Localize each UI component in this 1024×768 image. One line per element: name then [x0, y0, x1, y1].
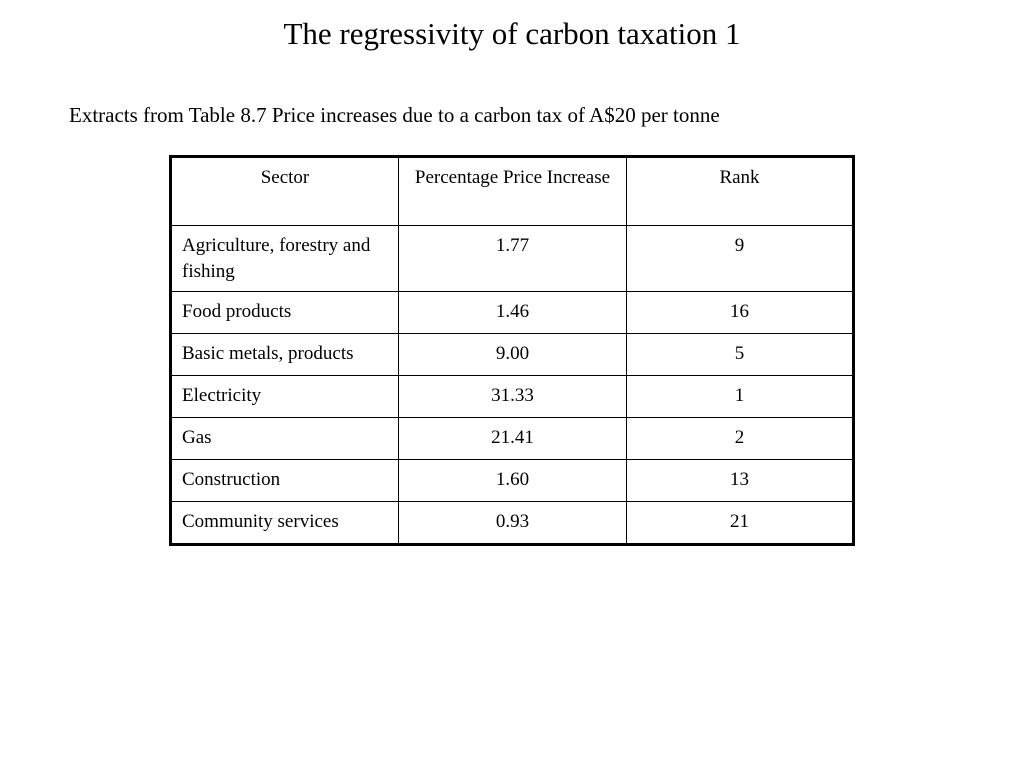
slide-title: The regressivity of carbon taxation 1	[283, 16, 741, 51]
sector-cell: Basic metals, products	[171, 334, 399, 376]
percentage-cell: 1.46	[399, 292, 627, 334]
percentage-cell: 0.93	[399, 502, 627, 545]
table-row	[171, 376, 854, 418]
percentage-cell: 21.41	[399, 418, 627, 460]
column-header-sector: Sector	[171, 157, 399, 226]
rank-cell: 5	[627, 334, 854, 376]
rank-cell: 9	[627, 226, 854, 292]
table-row	[171, 502, 854, 545]
sector-cell: Construction	[171, 460, 399, 502]
table-row	[171, 226, 854, 292]
price-increase-table	[169, 155, 855, 546]
rank-cell: 2	[627, 418, 854, 460]
table-caption: Extracts from Table 8.7 Price increases due to a carbon tax of A$20 per tonne	[69, 103, 720, 127]
table-row	[171, 334, 854, 376]
rank-cell: 21	[627, 502, 854, 545]
table-row	[171, 418, 854, 460]
rank-cell: 16	[627, 292, 854, 334]
rank-cell: 13	[627, 460, 854, 502]
table-row	[171, 292, 854, 334]
column-header-percentage-price-increase: Percentage Price Increase	[399, 157, 627, 226]
sector-cell: Community services	[171, 502, 399, 545]
percentage-cell: 1.77	[399, 226, 627, 292]
percentage-cell: 9.00	[399, 334, 627, 376]
sector-cell: Agriculture, forestry and fishing	[171, 226, 399, 292]
sector-cell: Food products	[171, 292, 399, 334]
percentage-cell: 31.33	[399, 376, 627, 418]
column-header-rank: Rank	[627, 157, 854, 226]
sector-cell: Electricity	[171, 376, 399, 418]
sector-cell: Gas	[171, 418, 399, 460]
percentage-cell: 1.60	[399, 460, 627, 502]
rank-cell: 1	[627, 376, 854, 418]
table-row	[171, 460, 854, 502]
table-header-row	[171, 157, 854, 226]
